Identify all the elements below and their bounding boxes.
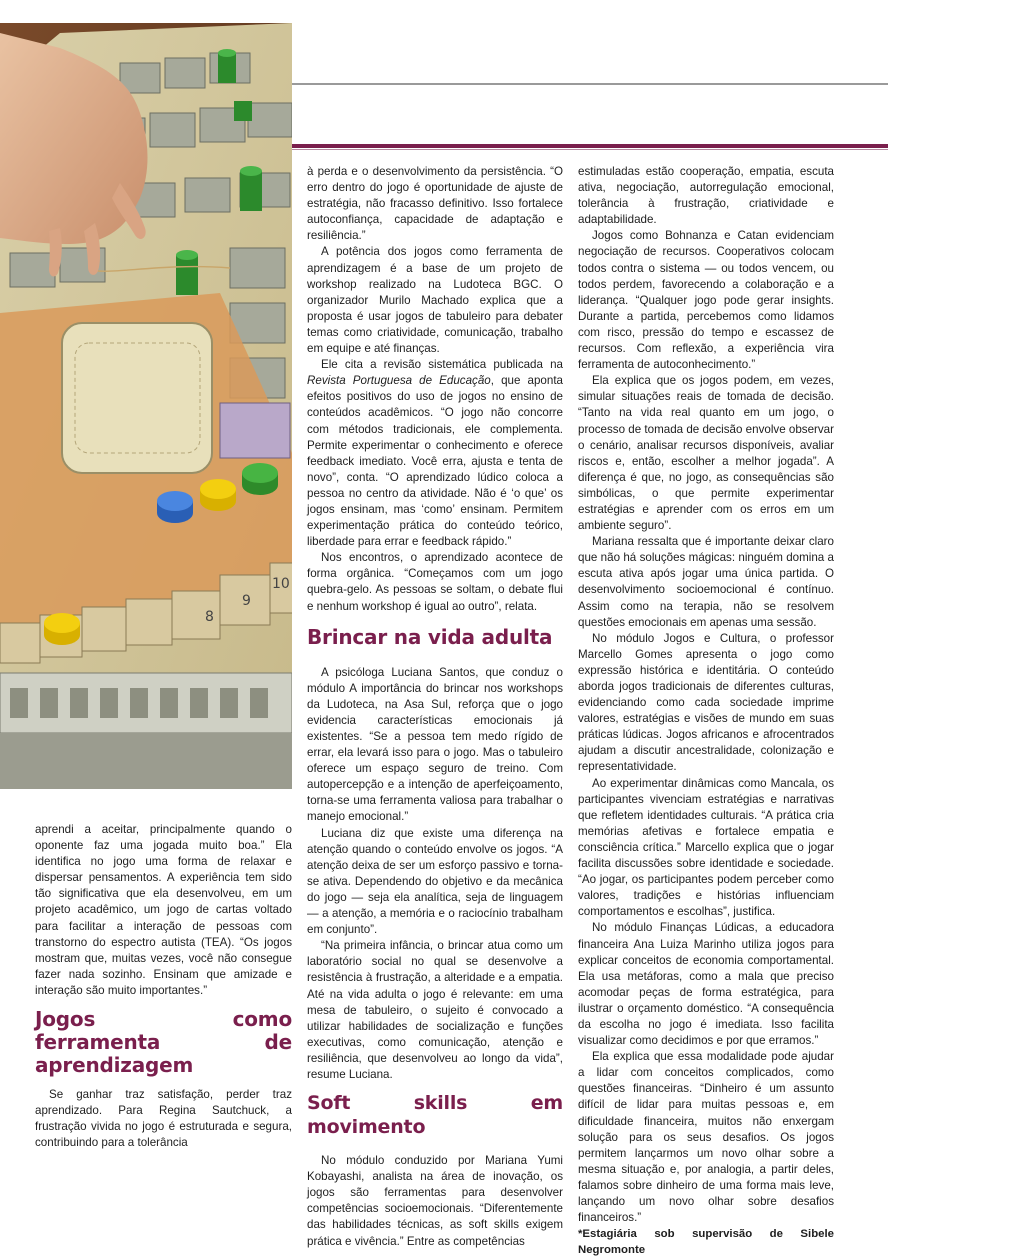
paragraph: “Na primeira infância, o brincar atua como um laboratório social no qual se desenvolve a resistência à frustração, a alteridade e a empatia. Até na vida adulta o jogo é relevante: em uma mesa de tabuleiro, o sujeito é convocado a utilizar habilidades de socialização e funções executivas, como comunicação, atenção e resiliência, que desenvolveu ao longo da vida”, resume Luciana. xyxy=(307,939,563,1081)
column-2 xyxy=(307,164,563,1250)
svg-text:9: 9 xyxy=(242,593,251,609)
section-heading-brincar: Brincar na vida adulta xyxy=(307,624,553,649)
top-rule xyxy=(292,83,888,85)
paragraph: No módulo conduzido por Mariana Yumi Kobayashi, analista na área de inovação, os jogos são ferramentas para desenvolver competências socioemocionais. “Diferentemente das habilidades técnicas, as soft skills exigem prática e vivência.” Entre as competências xyxy=(307,1154,563,1248)
svg-text:8: 8 xyxy=(205,609,214,625)
paragraph: Jogos como Bohnanza e Catan evidenciam negociação de recursos. Cooperativos colocam todos contra o sistema — ou todos vencem, ou todos perdem, favorecendo a colaboração e a liderança. “Qualquer jogo pode gerar insights. Durante a partida, percebemos como lidamos com risco, pressão do tempo e escassez de recursos. Com reflexão, a experiência vira ferramenta de autoconhecimento.” xyxy=(578,229,834,372)
paragraph: Luciana diz que existe uma diferença na atenção quando o conteúdo envolve os jogos. “A atenção deixa de ser um esforço passivo e torna-se ativa. Dependendo do objetivo e da mecânica do jogo — seja ela analítica, seja de linguagem — a atenção, a memória e o raciocínio trabalham em conjunto”. xyxy=(307,826,563,937)
author-credit: *Estagiária sob supervisão de Sibele Negromonte xyxy=(578,1228,834,1257)
paragraph: aprendi a aceitar, principalmente quando o oponente faz uma jogada muito boa.” Ela identifica no jogo uma forma de relaxar e dispersar pensamentos. A experiência tem sido tão significativa que ela desenvolveu, em um projeto acadêmico, um jogo de cartas voltado para facilitar a interação de pessoas com transtorno do espectro autista (TEA). “Os jogos mostram que, muitas vezes, você não consegue fazer nada sozinho. Ensinam que amizade e interação são muito importantes.” xyxy=(35,823,292,997)
board-game-photo xyxy=(0,23,292,789)
accent-rule-thin xyxy=(292,149,888,150)
paragraph: Ao experimentar dinâmicas como Mancala, os participantes vivenciam estratégias e narrativas que refletem identidades culturais. “A prática cria memórias afetivas e fortalece empatia e consciência crítica.” Marcello explica que o jogar facilita discussões sobre identidade e sociedade. “Ao jogar, os participantes podem perceber como valores, tradições e histórias influenciam comportamentos e escolhas”, justifica. xyxy=(578,776,834,919)
accent-rule xyxy=(292,144,888,148)
paragraph: No módulo Jogos e Cultura, o professor Marcello Gomes apresenta o jogo como expressão histórica e identitária. O conteúdo aborda jogos tradicionais de diferentes culturas, evidenciando como cada sociedade imprime valores, estratégias e visões de mundo em suas práticas lúdicas. Jogos africanos e afrocentrados ajudam a discutir ancestralidade, colonização e representatividade. xyxy=(578,631,834,774)
paragraph: A psicóloga Luciana Santos, que conduz o módulo A importância do brincar nos workshops da Ludoteca, na Asa Sul, reforça que o jogo evidencia características emocionais já existentes. “Se a pessoa tem medo rígido de errar, ela levará isso para o jogo. Mas o tabuleiro oferece um espaço seguro de treino. Com autopercepção e a intenção de aperfeiçoamento, torna-se uma ferramenta valiosa para trabalhar o manejo emocional.” xyxy=(307,665,563,824)
board-game-icon xyxy=(0,23,292,789)
paragraph: estimuladas estão cooperação, empatia, escuta ativa, negociação, autorregulação emocional, tolerância à frustração, criatividade e adaptabilidade. xyxy=(578,165,834,227)
paragraph-citation xyxy=(307,357,563,550)
column-3 xyxy=(578,164,834,1258)
paragraph: No módulo Finanças Lúdicas, a educadora financeira Ana Luiza Marinho utiliza jogos para explicar conceitos de economia comportamental. Ela usa metáforas, como a mala que preciso acomodar peças de forma estratégica, para ilustrar o orçamento doméstico. “A consequência da escolha no jogo é imediata. Isso facilita visualizar como decidimos e por que erramos.” xyxy=(578,921,834,1048)
column-1 xyxy=(35,822,292,1151)
svg-text:10: 10 xyxy=(272,576,290,592)
section-heading-soft-skills: Soft skills em movimento xyxy=(307,1092,563,1139)
text-run: , que aponta efeitos positivos do uso de jogos no ensino de conteúdos acadêmicos. “O jogo não concorre com métodos tradicionais, ele complementa. Permite experimentar o conhecimento e oferece feedback imediato. Você erra, ajusta e tenta de novo”, conta. “O aprendizado lúdico coloca a pessoa no centro da atividade. Não é ‘o que’ os jogos ensinam, mas ‘como’ ensinam. Permitem experimentação prática do conteúdo teórico, liberdade para errar e feedback rápido.” xyxy=(307,374,563,549)
text-run: Ele cita a revisão sistemática publicada na xyxy=(321,358,563,372)
paragraph: A potência dos jogos como ferramenta de aprendizagem é a base de um projeto de workshop realizado na Ludoteca BGC. O organizador Murilo Machado explica que a proposta é usar jogos de tabuleiro para debater temas como criatividade, comunicação, trabalho em equipe e até finanças. xyxy=(307,245,563,356)
journal-title: Revista Portuguesa de Educação xyxy=(307,374,491,388)
paragraph: Ela explica que essa modalidade pode ajudar a lidar com conceitos complicados, como questões financeiras. “Dinheiro é um assunto difícil de lidar para muitas pessoas e, em dificuldade financeira, muitos não enxergam solução para os seus desafios. Os jogos permitem lançarmos um novo olhar sobre a mesma situação e, por analogia, a partir deles, falamos sobre dinheiro de uma forma mais leve, lançando um novo olhar sobre desafios financeiros.” xyxy=(578,1050,834,1225)
paragraph: à perda e o desenvolvimento da persistência. “O erro dentro do jogo é oportunidade de ajuste de estratégia, não fracasso definitivo. Isso fortalece autoconfiança, capacidade de adaptação e resiliência.” xyxy=(307,165,563,243)
paragraph: Ela explica que os jogos podem, em vezes, simular situações reais de tomada de decisão. “Tanto na vida real quanto em um jogo, o processo de tomada de decisão envolve observar o cenário, analisar recursos disponíveis, avaliar riscos e, então, escolher a melhor jogada”. A diferença é que, no jogo, as consequências são simbólicas, o que permite experimentar estratégias e aprender com os erros em um ambiente seguro”. xyxy=(578,374,834,533)
paragraph: Mariana ressalta que é importante deixar claro que não há soluções mágicas: ninguém domina a escuta ativa após jogar uma única partida. O desenvolvimento socioemocional é contínuo. Assim como na terapia, não se resolvem questões emocionais em apenas uma sessão. xyxy=(578,535,834,629)
section-heading-jogos: Jogos como ferramenta de aprendizagem xyxy=(35,1007,292,1078)
paragraph: Nos encontros, o aprendizado acontece de forma orgânica. “Começamos com um jogo quebra-gelo. As pessoas se soltam, o debate flui e nenhum workshop é igual ao outro”, relata. xyxy=(307,551,563,613)
paragraph: Se ganhar traz satisfação, perder traz aprendizado. Para Regina Sautchuck, a frustração vivida no jogo é estruturada e segura, contribuindo para a tolerância xyxy=(35,1088,292,1150)
